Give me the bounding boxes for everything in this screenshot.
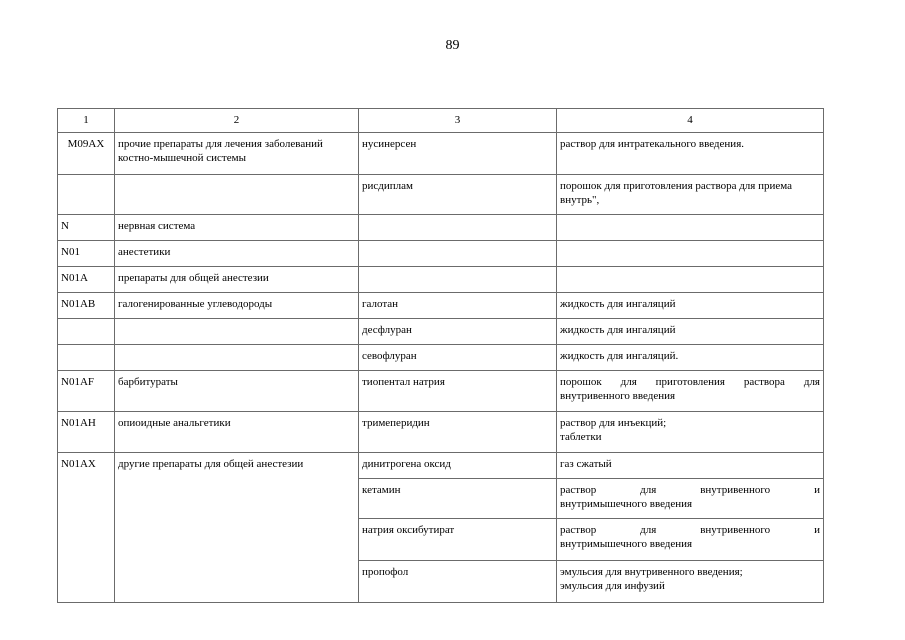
column-header-1: 1 (58, 109, 115, 133)
drug-name: тиопентал натрия (359, 371, 557, 412)
column-header-3: 3 (359, 109, 557, 133)
pharmacological-group (115, 175, 359, 215)
pharmacological-group: опиоидные анальгетики (115, 412, 359, 453)
drug-name: нусинерсен (359, 133, 557, 175)
pharmacological-group (115, 345, 359, 371)
atc-code: M09AX (58, 133, 115, 175)
table-row (58, 412, 824, 453)
dosage-form (557, 519, 824, 561)
drug-name (359, 241, 557, 267)
atc-code: N01AH (58, 412, 115, 453)
dosage-form-line: раствор для внутривенного и (560, 484, 820, 496)
drug-name: рисдиплам (359, 175, 557, 215)
pharmacological-group (115, 319, 359, 345)
table-row (58, 241, 824, 267)
table-row (58, 453, 824, 479)
atc-code: N01AF (58, 371, 115, 412)
dosage-form (557, 241, 824, 267)
pharmacological-group: анестетики (115, 241, 359, 267)
atc-code: N (58, 215, 115, 241)
dosage-form: порошок для приготовления раствора для приема внутрь", (557, 175, 824, 215)
table-row (58, 215, 824, 241)
dosage-form: жидкость для ингаляций. (557, 345, 824, 371)
table-row (58, 267, 824, 293)
pharmacological-group: другие препараты для общей анестезии (115, 453, 359, 603)
drug-name: галотан (359, 293, 557, 319)
drug-name: пропофол (359, 561, 557, 603)
dosage-form-line: раствор для внутривенного и (560, 524, 820, 536)
dosage-form: газ сжатый (557, 453, 824, 479)
dosage-form (557, 479, 824, 519)
table-row (58, 293, 824, 319)
drug-name (359, 267, 557, 293)
pharmacological-group: нервная система (115, 215, 359, 241)
dosage-form-line: внутривенного введения (560, 390, 676, 402)
dosage-form (557, 267, 824, 293)
drug-name: кетамин (359, 479, 557, 519)
table-row (58, 175, 824, 215)
table-row (58, 345, 824, 371)
table-row (58, 319, 824, 345)
dosage-form-line: таблетки (560, 431, 602, 443)
dosage-form (557, 371, 824, 412)
drug-name: натрия оксибутират (359, 519, 557, 561)
atc-code (58, 319, 115, 345)
drug-table (57, 108, 824, 603)
dosage-form (557, 561, 824, 603)
atc-code (58, 345, 115, 371)
pharmacological-group: барбитураты (115, 371, 359, 412)
pharmacological-group: прочие препараты для лечения заболеваний костно-мышечной системы (115, 133, 359, 175)
dosage-form (557, 412, 824, 453)
table-row (58, 371, 824, 412)
drug-name: десфлуран (359, 319, 557, 345)
pharmacological-group: препараты для общей анестезии (115, 267, 359, 293)
atc-code: N01A (58, 267, 115, 293)
atc-code (58, 175, 115, 215)
atc-code: N01AB (58, 293, 115, 319)
dosage-form-line: внутримышечного введения (560, 538, 693, 550)
dosage-form: жидкость для ингаляций (557, 293, 824, 319)
table-header-row (58, 109, 824, 133)
dosage-form-line: порошок для приготовления раствора для (560, 376, 820, 388)
dosage-form-line: внутримышечного введения (560, 498, 693, 510)
dosage-form: раствор для интратекального введения. (557, 133, 824, 175)
page-number: 89 (445, 38, 460, 53)
dosage-form-line: раствор для инъекций; (560, 417, 667, 429)
dosage-form: жидкость для ингаляций (557, 319, 824, 345)
dosage-form (557, 215, 824, 241)
drug-name: севофлуран (359, 345, 557, 371)
column-header-2: 2 (115, 109, 359, 133)
dosage-form-line: эмульсия для инфузий (560, 580, 665, 592)
column-header-4: 4 (557, 109, 824, 133)
drug-name: динитрогена оксид (359, 453, 557, 479)
drug-name: тримеперидин (359, 412, 557, 453)
atc-code: N01 (58, 241, 115, 267)
atc-code: N01AX (58, 453, 115, 603)
drug-name (359, 215, 557, 241)
dosage-form-line: эмульсия для внутривенного введения; (560, 566, 743, 578)
table-row (58, 133, 824, 175)
pharmacological-group: галогенированные углеводороды (115, 293, 359, 319)
